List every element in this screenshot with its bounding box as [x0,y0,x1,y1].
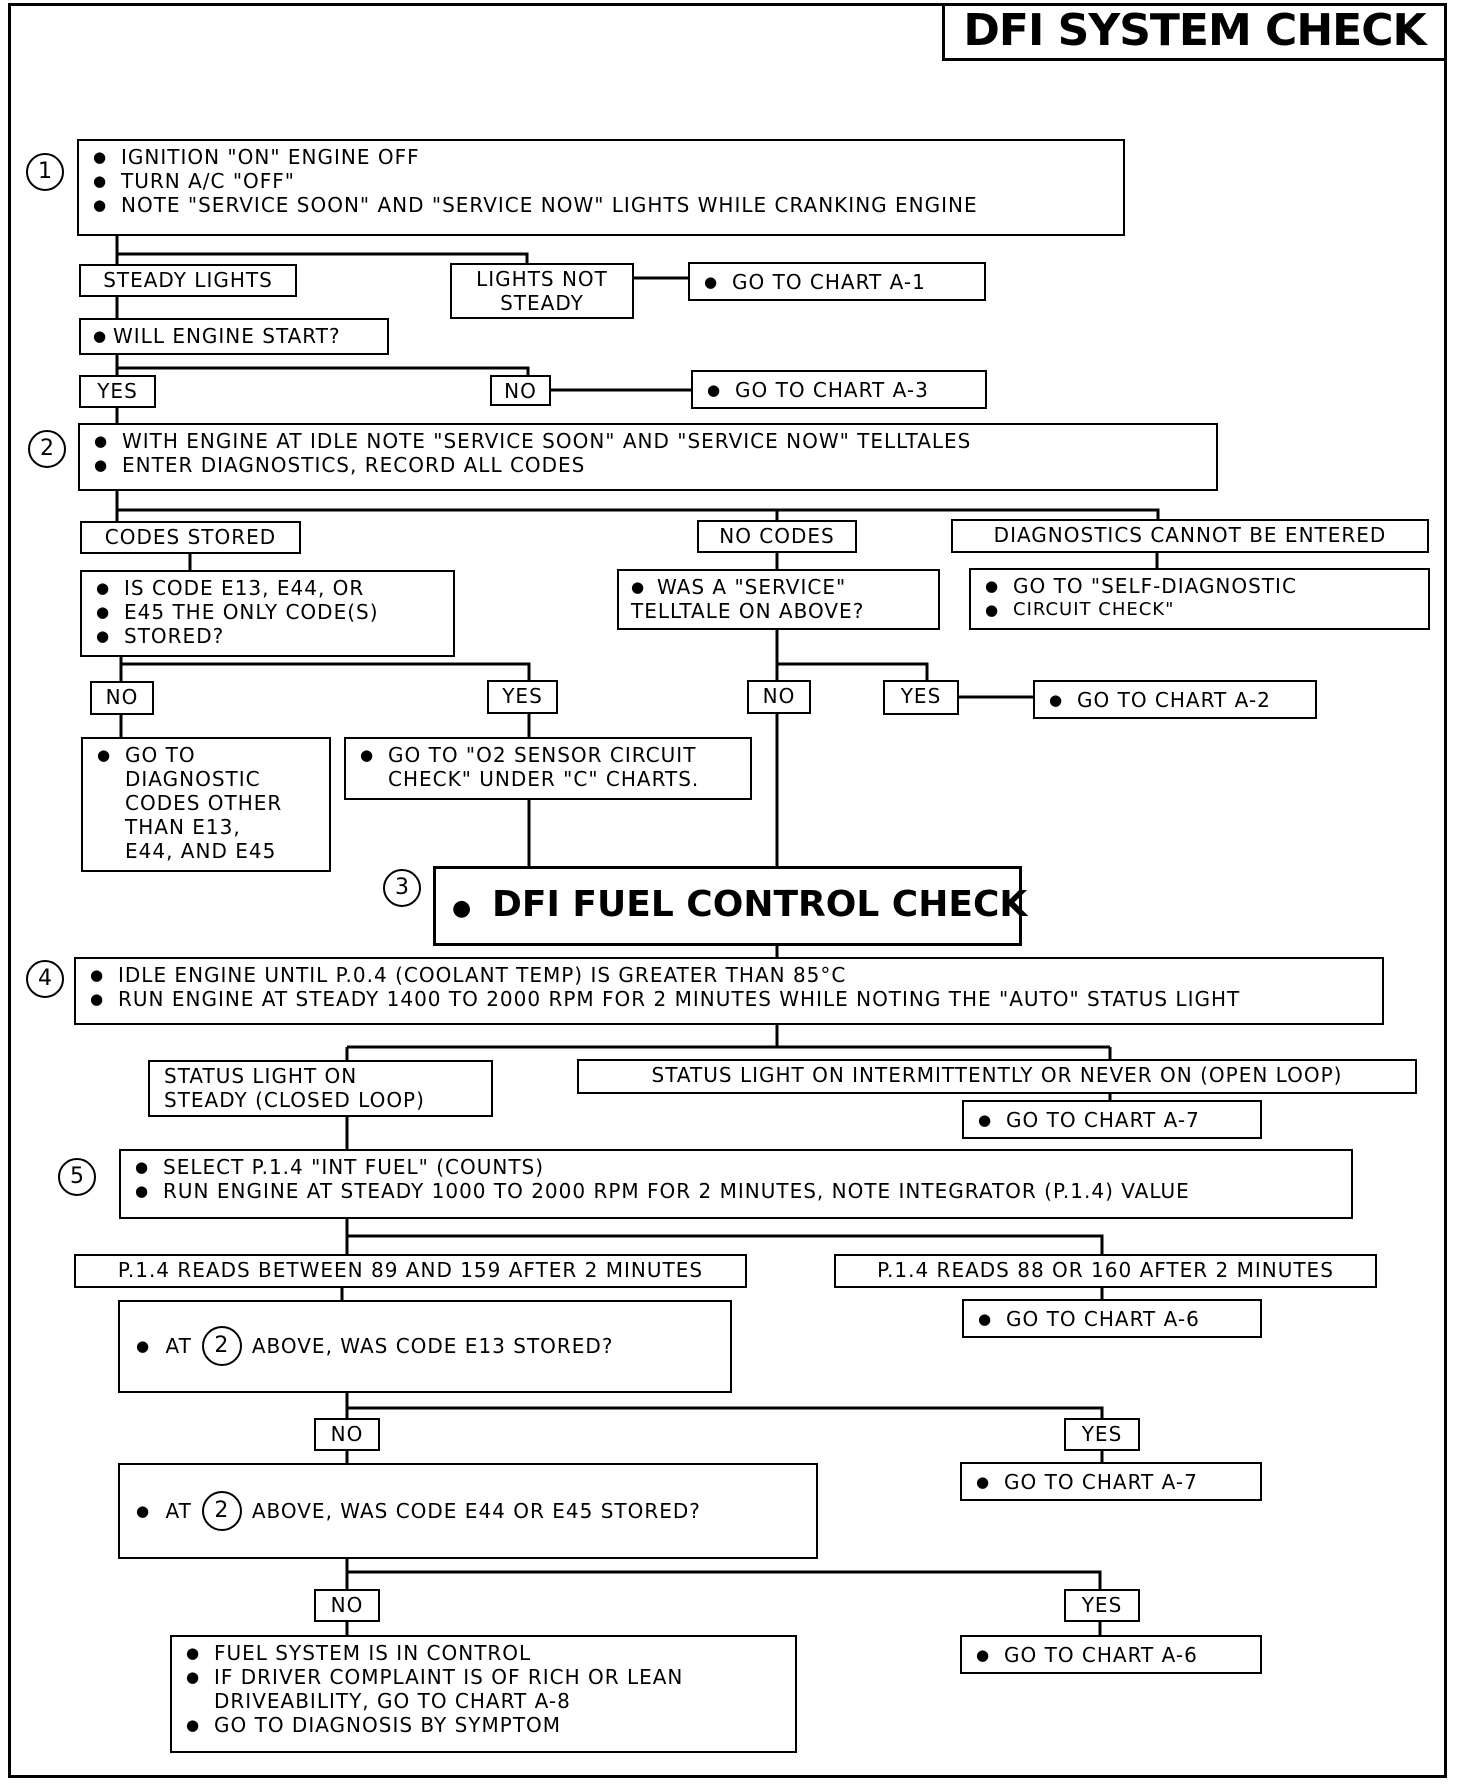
goto-chart-a7-top-box [962,1100,1262,1139]
goto-chart-a7-bottom-box [960,1462,1262,1501]
no-codes-box: NO CODES [697,520,857,553]
dfi-fuel-control-check-box [433,866,1028,946]
goto-chart-a3-text: ● GO TO CHART A-3 [707,378,975,402]
service-telltale-yes-box: YES [883,680,959,715]
goto-o2-line-1: ● GO TO "O2 SENSOR CIRCUIT [360,743,740,767]
goto-diagnostic-line-3: CODES OTHER [125,791,283,815]
e44-at-word: AT [165,1499,192,1523]
is-code-question-box [80,570,455,657]
step1-instructions [77,139,1125,236]
e44-question-text: ABOVE, WAS CODE E44 OR E45 STORED? [251,1499,701,1523]
step4-line-1: ● IDLE ENGINE UNTIL P.0.4 (COOLANT TEMP) IS GREATER THAN 85°C [90,963,1372,987]
goto-chart-a3-box [691,370,987,409]
goto-o2-line-2: CHECK" UNDER "C" CHARTS. [388,767,700,791]
goto-chart-a7-top-text: ● GO TO CHART A-7 [978,1108,1250,1132]
step-number-2: 2 [28,430,66,468]
status-light-intermittent-box: STATUS LIGHT ON INTERMITTENTLY OR NEVER ON (OPEN LOOP) [577,1059,1417,1094]
goto-chart-a2-box [1033,680,1317,719]
step2-instructions [78,423,1218,491]
diagnostics-cannot-be-entered-box: DIAGNOSTICS CANNOT BE ENTERED [951,519,1429,553]
step2-line-2: ● ENTER DIAGNOSTICS, RECORD ALL CODES [94,453,1206,477]
final-line-1: ● FUEL SYSTEM IS IN CONTROL [186,1641,785,1665]
codes-stored-box: CODES STORED [80,521,301,554]
e44-step-ref-circle: 2 [202,1491,242,1531]
goto-chart-a7-bottom-text: ● GO TO CHART A-7 [976,1470,1250,1494]
was-service-line-2: TELLTALE ON ABOVE? [631,599,865,623]
steady-lights-box: STEADY LIGHTS [79,264,297,297]
goto-o2-sensor-box [344,737,752,800]
final-line-4: ● GO TO DIAGNOSIS BY SYMPTOM [186,1713,785,1737]
goto-chart-a6-upper-box [962,1299,1262,1338]
final-line-2: ● IF DRIVER COMPLAINT IS OF RICH OR LEAN [186,1665,785,1689]
step1-line-2: ● TURN A/C "OFF" [93,169,1113,193]
service-telltale-no-box: NO [747,680,811,714]
step5-line-1: ● SELECT P.1.4 "INT FUEL" (COUNTS) [135,1155,1341,1179]
lights-not-steady-box [450,263,634,319]
step5-line-2: ● RUN ENGINE AT STEADY 1000 TO 2000 RPM FOR 2 MINUTES, NOTE INTEGRATOR (P.1.4) VALUE [135,1179,1341,1203]
e13-at-word: AT [165,1334,192,1358]
e44-yes-box: YES [1064,1589,1140,1622]
was-service-line-1: ● WAS A "SERVICE" [631,575,928,599]
status-steady-line-2: STEADY (CLOSED LOOP) [164,1088,425,1112]
fuel-system-in-control-box [170,1635,797,1753]
e13-no-box: NO [314,1418,380,1451]
goto-chart-a1-text: ● GO TO CHART A-1 [704,270,974,294]
goto-chart-a1-box [688,262,986,301]
page-title: DFI SYSTEM CHECK [942,3,1447,61]
goto-diagnostic-codes-box [81,737,331,872]
engine-start-no-box: NO [490,375,551,406]
engine-start-yes-box: YES [79,375,156,408]
will-engine-start-text: ● WILL ENGINE START? [93,324,377,348]
step4-instructions [74,957,1384,1025]
step-number-4: 4 [26,960,64,998]
status-light-steady-box [148,1060,493,1117]
is-code-line-2: ● E45 THE ONLY CODE(S) [96,600,443,624]
goto-self-diagnostic-line-2: ● CIRCUIT CHECK" [985,598,1418,622]
goto-chart-a2-text: ● GO TO CHART A-2 [1049,688,1305,712]
e13-step-ref-circle: 2 [202,1326,242,1366]
only-code-yes-box: YES [487,680,558,714]
goto-self-diagnostic-line-1: ● GO TO "SELF-DIAGNOSTIC [985,574,1418,598]
status-steady-line-1: STATUS LIGHT ON [164,1064,358,1088]
step-number-5: 5 [58,1158,96,1196]
lights-not-steady-line-2: STEADY [500,291,584,315]
was-service-question-box [617,569,940,630]
goto-diagnostic-line-2: DIAGNOSTIC [125,767,261,791]
e13-question-text: ABOVE, WAS CODE E13 STORED? [251,1334,614,1358]
p14-outside-box: P.1.4 READS 88 OR 160 AFTER 2 MINUTES [834,1254,1377,1288]
e44-question-box [118,1463,818,1559]
step5-instructions [119,1149,1353,1219]
e44-bullet-icon: ● [136,1502,151,1520]
step-number-3: 3 [383,869,421,907]
e13-bullet-icon: ● [136,1337,151,1355]
goto-chart-a6-lower-box [960,1635,1262,1674]
e13-yes-box: YES [1064,1418,1140,1451]
step1-line-1: ● IGNITION "ON" ENGINE OFF [93,145,1113,169]
is-code-line-1: ● IS CODE E13, E44, OR [96,576,443,600]
goto-chart-a6-upper-text: ● GO TO CHART A-6 [978,1307,1250,1331]
goto-diagnostic-line-5: E44, AND E45 [125,839,277,863]
goto-self-diagnostic-box [969,568,1430,630]
e44-no-box: NO [314,1589,380,1622]
final-line-3: DRIVEABILITY, GO TO CHART A-8 [214,1689,571,1713]
is-code-line-3: ● STORED? [96,624,443,648]
dfi-fuel-control-check-text: ● DFI FUEL CONTROL CHECK [452,885,1019,925]
e13-question-box [118,1300,732,1393]
goto-diagnostic-line-1: ● GO TO [97,743,319,767]
will-engine-start-box [79,318,389,355]
step1-line-3: ● NOTE "SERVICE SOON" AND "SERVICE NOW" LIGHTS WHILE CRANKING ENGINE [93,193,1113,217]
only-code-no-box: NO [90,681,154,715]
step2-line-1: ● WITH ENGINE AT IDLE NOTE "SERVICE SOON" AND "SERVICE NOW" TELLTALES [94,429,1206,453]
lights-not-steady-line-1: LIGHTS NOT [476,267,608,291]
p14-between-box: P.1.4 READS BETWEEN 89 AND 159 AFTER 2 MINUTES [74,1254,747,1288]
step-number-1: 1 [26,153,64,191]
goto-chart-a6-lower-text: ● GO TO CHART A-6 [976,1643,1250,1667]
goto-diagnostic-line-4: THAN E13, [125,815,241,839]
step4-line-2: ● RUN ENGINE AT STEADY 1400 TO 2000 RPM FOR 2 MINUTES WHILE NOTING THE "AUTO" STATUS LIGHT [90,987,1372,1011]
